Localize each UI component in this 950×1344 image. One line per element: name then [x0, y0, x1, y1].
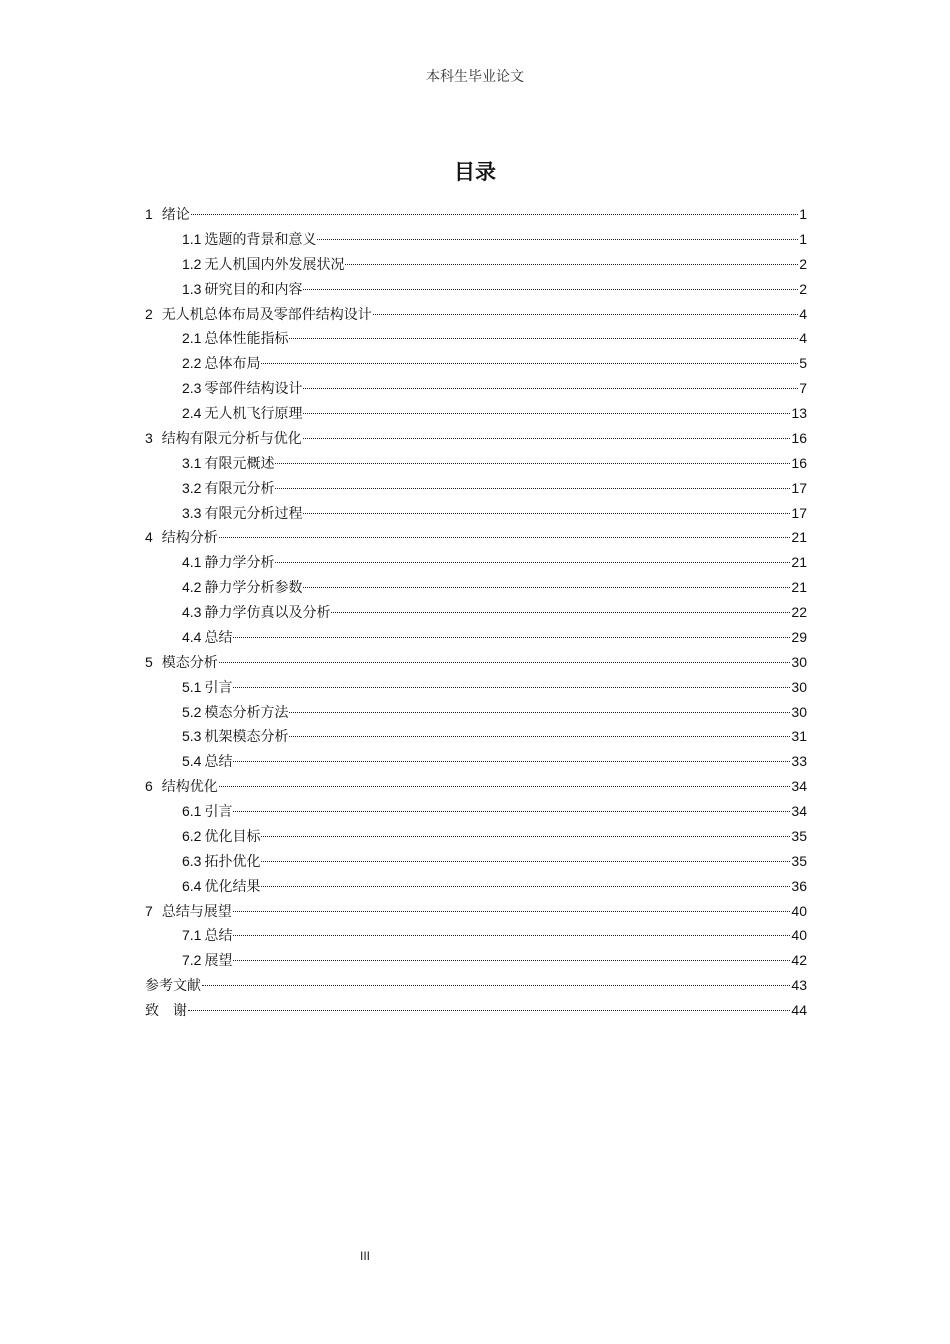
toc-entry[interactable] [145, 998, 807, 1023]
toc-entry[interactable] [145, 351, 807, 376]
toc-entry[interactable] [145, 501, 807, 526]
toc-entry-number: 6 [145, 778, 153, 795]
toc-dot-leader [261, 886, 790, 887]
toc-dot-leader [275, 488, 790, 489]
toc-entry-title: 模态分析方法 [204, 704, 289, 721]
toc-entry-number: 5.2 [182, 703, 202, 720]
toc-dot-leader [261, 836, 790, 837]
toc-entry[interactable] [145, 948, 807, 973]
toc-entry-number: 3.1 [182, 454, 202, 471]
toc-dot-leader [289, 736, 790, 737]
toc-entry[interactable] [145, 899, 807, 924]
toc-dot-leader [233, 960, 790, 961]
toc-entry-number: 2.4 [182, 405, 202, 421]
toc-entry-title: 无人机国内外发展状况 [204, 256, 345, 273]
toc-entry-number: 1 [145, 206, 153, 222]
toc-dot-leader [233, 935, 790, 936]
toc-dot-leader [303, 513, 790, 514]
toc-entry-number: 7.2 [182, 952, 202, 969]
table-of-contents [145, 202, 807, 1023]
toc-entry-page: 21 [791, 579, 807, 596]
toc-entry-page: 21 [791, 529, 807, 546]
toc-dot-leader [188, 1010, 790, 1011]
page-header: 本科生毕业论文 [426, 69, 524, 85]
toc-dot-leader [233, 911, 791, 912]
toc-entry-number: 5 [145, 653, 153, 670]
toc-entry-page: 16 [791, 429, 807, 446]
toc-entry-number: 4.1 [182, 554, 202, 571]
toc-entry-page: 30 [791, 703, 807, 720]
toc-entry-page: 35 [791, 852, 807, 869]
toc-entry-number: 3.3 [182, 504, 202, 521]
toc-entry-page: 43 [791, 977, 807, 994]
toc-entry[interactable] [145, 550, 807, 575]
toc-entry-number: 6.1 [182, 803, 202, 819]
toc-entry[interactable] [145, 849, 807, 874]
toc-dot-leader [233, 811, 790, 812]
toc-entry-page: 5 [799, 355, 807, 372]
toc-entry-number: 2.1 [182, 330, 202, 347]
toc-entry-number: 4.3 [182, 604, 202, 620]
toc-entry-title: 无人机总体布局及零部件结构设计 [161, 306, 372, 323]
toc-dot-leader [317, 239, 798, 240]
toc-entry-title: 绪论 [161, 207, 190, 223]
toc-entry-page: 17 [791, 504, 807, 521]
toc-entry-page: 34 [791, 778, 807, 795]
toc-dot-leader [233, 637, 790, 638]
toc-entry-page: 22 [791, 604, 807, 620]
toc-entry-page: 40 [791, 902, 807, 919]
toc-entry[interactable] [145, 650, 807, 675]
toc-entry-number: 1.2 [182, 255, 202, 272]
toc-entry[interactable] [145, 227, 807, 252]
toc-entry-page: 33 [791, 753, 807, 770]
toc-entry[interactable] [145, 326, 807, 351]
toc-entry-title: 模态分析 [161, 654, 218, 671]
toc-entry-title: 结构优化 [161, 779, 218, 796]
toc-dot-leader [191, 214, 798, 215]
toc-dot-leader [345, 264, 798, 265]
toc-entry[interactable] [145, 799, 807, 824]
toc-dot-leader [303, 438, 791, 439]
toc-entry-title: 有限元概述 [204, 455, 275, 472]
toc-entry-number: 2 [145, 305, 153, 322]
toc-entry-page: 2 [799, 280, 807, 297]
toc-entry-title: 引言 [204, 679, 233, 696]
toc-entry-title: 展望 [204, 953, 233, 970]
toc-entry-page: 17 [791, 479, 807, 496]
toc-dot-leader [303, 413, 790, 414]
toc-entry-title: 机架模态分析 [204, 729, 289, 746]
toc-entry[interactable] [145, 476, 807, 501]
toc-entry-title: 致 谢 [145, 1003, 187, 1019]
toc-entry-number: 1.1 [182, 230, 202, 247]
toc-entry-page: 1 [799, 230, 807, 247]
toc-entry-page: 29 [791, 628, 807, 645]
toc-entry-number: 6.4 [182, 877, 202, 894]
toc-entry-page: 2 [799, 255, 807, 272]
toc-entry[interactable] [145, 724, 807, 749]
toc-entry[interactable] [145, 600, 807, 625]
toc-entry[interactable] [145, 774, 807, 799]
toc-entry-title: 静力学仿真以及分析 [204, 605, 331, 621]
toc-entry-number: 7.1 [182, 927, 202, 944]
toc-entry[interactable] [145, 824, 807, 849]
toc-entry-page: 40 [791, 927, 807, 944]
toc-entry[interactable] [145, 923, 807, 948]
toc-entry-number: 5.4 [182, 753, 202, 770]
toc-entry[interactable] [145, 401, 807, 426]
toc-entry-page: 1 [799, 206, 807, 222]
toc-entry-number: 3 [145, 429, 153, 446]
toc-entry-page: 4 [799, 330, 807, 347]
toc-entry-title: 零部件结构设计 [204, 381, 303, 398]
toc-entry[interactable] [145, 202, 807, 227]
toc-entry-number: 7 [145, 902, 153, 919]
toc-dot-leader [275, 562, 790, 563]
toc-entry-title: 拓扑优化 [204, 853, 261, 870]
toc-entry[interactable] [145, 451, 807, 476]
toc-dot-leader [219, 786, 791, 787]
toc-entry-number: 2.2 [182, 355, 202, 372]
toc-entry-title: 静力学分析参数 [204, 580, 303, 597]
toc-entry-title: 结构有限元分析与优化 [161, 430, 302, 447]
toc-entry-page: 36 [791, 877, 807, 894]
toc-entry[interactable] [145, 252, 807, 277]
toc-entry[interactable] [145, 426, 807, 451]
toc-dot-leader [303, 388, 798, 389]
toc-entry[interactable] [145, 874, 807, 899]
toc-entry-number: 4.2 [182, 579, 202, 596]
toc-dot-leader [331, 612, 790, 613]
toc-entry-title: 静力学分析 [204, 555, 275, 572]
toc-entry-number: 4.4 [182, 628, 202, 645]
toc-dot-leader [289, 338, 798, 339]
toc-entry-page: 30 [791, 678, 807, 695]
toc-dot-leader [219, 662, 791, 663]
toc-entry-title: 研究目的和内容 [204, 281, 303, 298]
toc-entry-page: 13 [791, 405, 807, 421]
toc-entry-page: 31 [791, 728, 807, 745]
toc-entry-title: 有限元分析过程 [204, 505, 303, 522]
toc-entry[interactable] [145, 675, 807, 700]
toc-entry-title: 引言 [204, 804, 233, 820]
toc-entry-title: 结构分析 [161, 530, 218, 547]
toc-entry-number: 6.3 [182, 852, 202, 869]
toc-entry-page: 16 [791, 454, 807, 471]
toc-entry-title: 优化结果 [204, 878, 261, 895]
toc-entry-title: 选题的背景和意义 [204, 231, 317, 248]
toc-entry-title: 总体布局 [204, 356, 261, 373]
toc-entry-title: 总结与展望 [161, 903, 232, 920]
toc-entry-title: 总结 [204, 754, 233, 771]
toc-entry-page: 44 [791, 1002, 807, 1018]
toc-dot-leader [219, 537, 791, 538]
toc-dot-leader [289, 712, 790, 713]
toc-entry-number: 4 [145, 529, 153, 546]
toc-dot-leader [233, 761, 790, 762]
toc-dot-leader [303, 587, 790, 588]
toc-dot-leader [303, 289, 798, 290]
toc-entry-number: 5.3 [182, 728, 202, 745]
toc-entry-number: 1.3 [182, 280, 202, 297]
toc-entry-page: 7 [799, 380, 807, 397]
toc-entry-page: 35 [791, 827, 807, 844]
page-number: III [359, 1249, 370, 1263]
toc-entry[interactable] [145, 973, 807, 998]
toc-dot-leader [261, 861, 790, 862]
toc-dot-leader [233, 687, 790, 688]
toc-dot-leader [275, 463, 790, 464]
toc-dot-leader [202, 985, 790, 986]
toc-dot-leader [261, 363, 798, 364]
toc-entry-page: 34 [791, 803, 807, 819]
toc-entry-page: 42 [791, 952, 807, 969]
toc-dot-leader [373, 314, 798, 315]
toc-entry[interactable] [145, 525, 807, 550]
toc-entry-title: 优化目标 [204, 828, 261, 845]
toc-entry-page: 21 [791, 554, 807, 571]
toc-entry[interactable] [145, 749, 807, 774]
toc-entry-title: 总体性能指标 [204, 331, 289, 348]
toc-entry-number: 5.1 [182, 678, 202, 695]
toc-entry-title: 总结 [204, 629, 233, 646]
toc-entry[interactable] [145, 302, 807, 327]
toc-entry-title: 无人机飞行原理 [204, 406, 303, 422]
toc-entry-number: 3.2 [182, 479, 202, 496]
toc-entry-number: 2.3 [182, 380, 202, 397]
toc-entry-number: 6.2 [182, 827, 202, 844]
toc-entry-title: 有限元分析 [204, 480, 275, 497]
toc-entry[interactable] [145, 700, 807, 725]
toc-entry-page: 4 [799, 305, 807, 322]
toc-entry-title: 参考文献 [145, 978, 201, 995]
toc-entry[interactable] [145, 376, 807, 401]
toc-entry[interactable] [145, 575, 807, 600]
toc-entry-page: 30 [791, 653, 807, 670]
toc-title: 目录 [454, 160, 496, 184]
toc-entry[interactable] [145, 625, 807, 650]
toc-entry[interactable] [145, 277, 807, 302]
toc-entry-title: 总结 [204, 928, 233, 945]
